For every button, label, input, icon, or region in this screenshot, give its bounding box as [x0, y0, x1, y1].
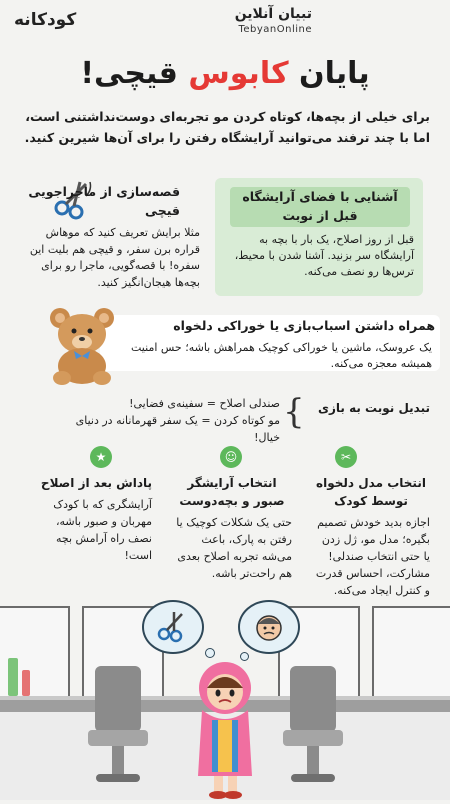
brace-divider: { — [283, 392, 305, 432]
girl-character — [188, 658, 262, 804]
tebyan-logo-latin: TebyanOnline — [238, 24, 312, 35]
barber-chair-back — [290, 666, 336, 732]
bottle-icon — [22, 670, 30, 696]
game-text — [60, 395, 280, 446]
bottle-icon — [8, 658, 18, 696]
toy-title: همراه داشتن اسباب‌بازی یا خوراکی دلخواه — [173, 318, 435, 333]
game-title: تبدیل نوبت به بازی — [317, 401, 430, 415]
familiarize-title: آشنایی با فضای آرایشگاه قبل از نوبت — [230, 187, 410, 227]
reward-title: پاداش بعد از اصلاح — [40, 476, 152, 490]
page-title — [0, 56, 450, 91]
barber-chair-foot — [96, 774, 140, 782]
intro-text: برای خیلی از بچه‌ها، کوتاه کردن مو تجربه‌ای دوست‌نداشتنی است، اما با چند ترفند می‌توانید آرایشگاه رفتن را برای آن‌ها شیرین کنید. — [24, 109, 430, 145]
barber-chair-base — [307, 746, 319, 776]
gift-icon: ★ — [90, 446, 112, 468]
barber-chair-base — [112, 746, 124, 776]
choose-barber-text: حتی یک شکلات کوچیک یا رفتن به پارک، باعث می‌شه تجربه اصلاح بعدی هم راحت‌تر باشه. — [176, 516, 292, 580]
choose-model-text: اجازه بدید خودش تصمیم بگیره؛ مدل مو، ژل زدن یا حتی انتخاب صندلی! مشارکت، احساس قدرت و کنترل ایجاد می‌کنه. — [315, 516, 430, 597]
title-part-1: پایان — [288, 56, 370, 91]
familiarize-text: قبل از روز اصلاح، یک بار با بچه به آرایشگاه سر بزنید. آشنا شدن با محیط، ترس‌ها رو نصف می‌کنه. — [234, 233, 414, 278]
choose-barber-title: انتخاب آرایشگر صبور و بچه‌دوست — [179, 476, 285, 508]
barber-chair-back — [95, 666, 141, 732]
mirror-right — [372, 606, 450, 698]
choose-model-title: انتخاب مدل دلخواه توسط کودک — [316, 476, 426, 508]
barber-icon: ☺ — [220, 446, 242, 468]
scissors-icon — [144, 602, 202, 652]
tebyan-logo: تبیان آنلاین — [234, 6, 312, 22]
toy-text: یک عروسک، ماشین یا خوراکی کوچیک همراهش باشه؛ حس امنیت همیشه معجزه می‌کنه. — [131, 341, 432, 370]
thought-bubble-scissors — [142, 600, 204, 654]
reward-text: آرایشگری که با کودک مهربان و صبور باشه، نصف راه آرامش بچه است! — [53, 498, 152, 562]
game-line-2: مو کوتاه کردن = یک سفر قهرمانانه در دنیای خیال! — [75, 414, 280, 444]
barber-chair-seat — [283, 730, 343, 746]
title-part-2: قیچی! — [80, 56, 189, 91]
story-title: قصه‌سازی از ماجراجویی قیچی — [28, 184, 180, 218]
game-line-1: صندلی اصلاح = سفینه‌ی فضایی! — [129, 397, 280, 410]
barber-chair-foot — [291, 774, 335, 782]
story-text: مثلا برایش تعریف کنید که موهاش قراره برن سفر، و قیچی هم بلیت این سفره! با قصه‌گویی، ماجرا رو برای بچه‌ها هیجان‌انگیز کنید. — [29, 226, 200, 289]
haircut-icon: ✂ — [335, 446, 357, 468]
thought-bubble-barber — [238, 600, 300, 654]
title-highlight: کابوس — [188, 56, 289, 91]
bubble-dot — [205, 648, 215, 658]
barber-chair-seat — [88, 730, 148, 746]
kodakaneh-logo: کودکانه — [14, 10, 77, 30]
barber-face-icon — [240, 602, 298, 652]
